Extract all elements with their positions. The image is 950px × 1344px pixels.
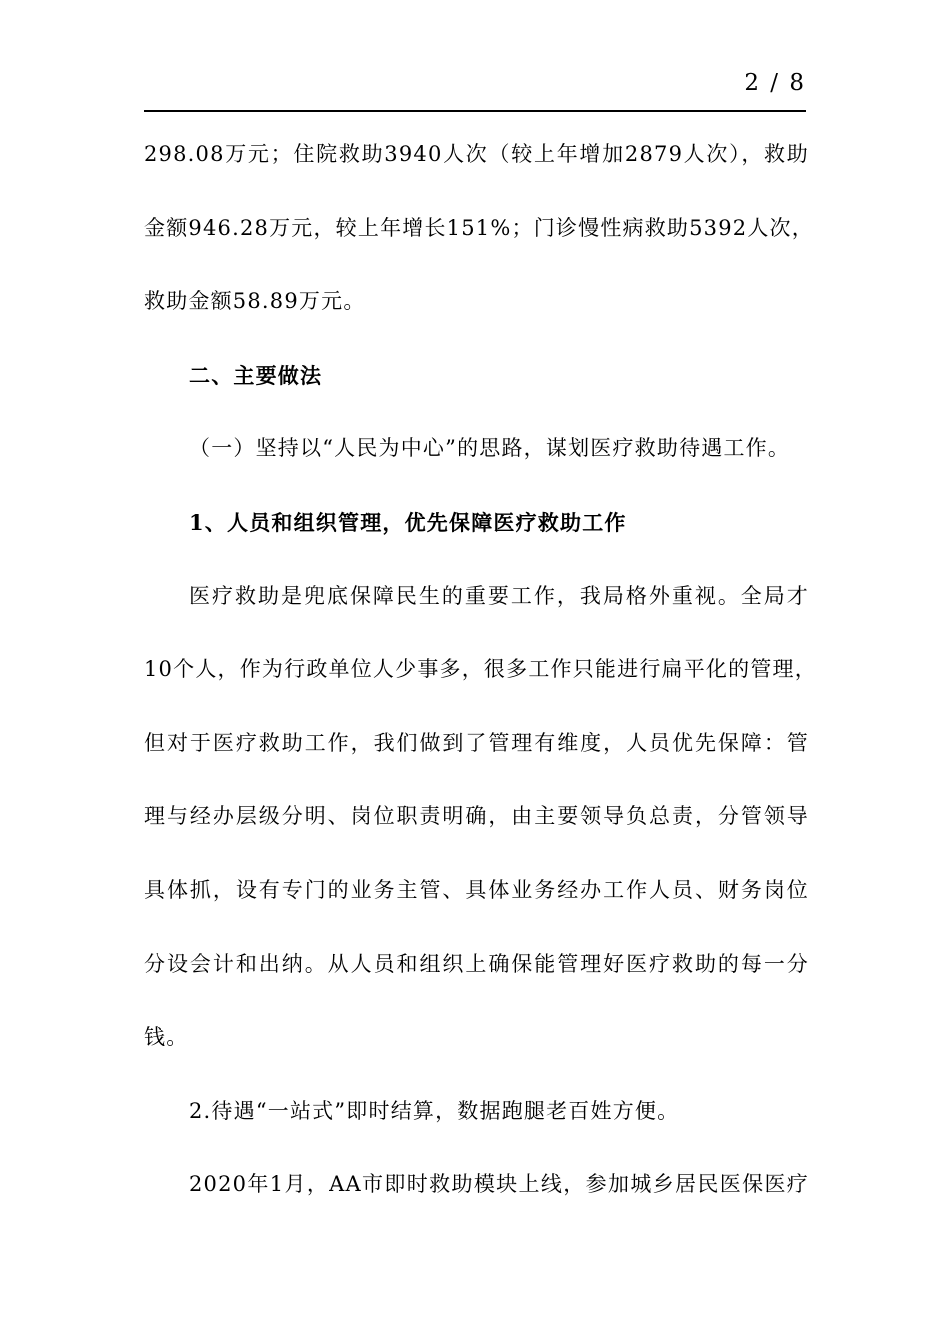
- item-heading: 1、人员和组织管理，优先保障医疗救助工作: [189, 509, 627, 535]
- paragraph-line: 2020年1月，AA市即时救助模块上线，参加城乡居民医保医疗: [189, 1172, 809, 1197]
- paragraph-line: 钱。: [144, 1025, 189, 1050]
- paragraph-line: 医疗救助是兜底保障民生的重要工作，我局格外重视。全局才: [189, 583, 809, 608]
- header-rule: [144, 110, 806, 112]
- paragraph-line: 298.08万元；住院救助3940人次（较上年增加2879人次），救助: [144, 142, 809, 166]
- item-heading: 2.待遇“一站式”即时结算，数据跑腿老百姓方便。: [189, 1098, 680, 1123]
- paragraph-line: 10个人，作为行政单位人少事多，很多工作只能进行扁平化的管理，: [144, 657, 817, 682]
- section-heading: 二、主要做法: [189, 362, 323, 388]
- paragraph-line: 分设会计和出纳。从人员和组织上确保能管理好医疗救助的每一分: [144, 951, 809, 976]
- paragraph-line: 理与经办层级分明、岗位职责明确，由主要领导负总责，分管领导: [144, 804, 809, 829]
- paragraph-line: 但对于医疗救助工作，我们做到了管理有维度，人员优先保障：管: [144, 730, 809, 755]
- document-body: [144, 118, 817, 1222]
- subsection-heading: （一）坚持以“人民为中心”的思路，谋划医疗救助待遇工作。: [189, 436, 791, 461]
- page-number: 2 / 8: [744, 70, 806, 96]
- paragraph-line: 具体抓，设有专门的业务主管、具体业务经办工作人员、财务岗位: [144, 877, 809, 902]
- paragraph-line: 救助金额58.89万元。: [144, 289, 366, 314]
- paragraph-line: 金额946.28万元，较上年增长151%；门诊慢性病救助5392人次，: [144, 215, 814, 240]
